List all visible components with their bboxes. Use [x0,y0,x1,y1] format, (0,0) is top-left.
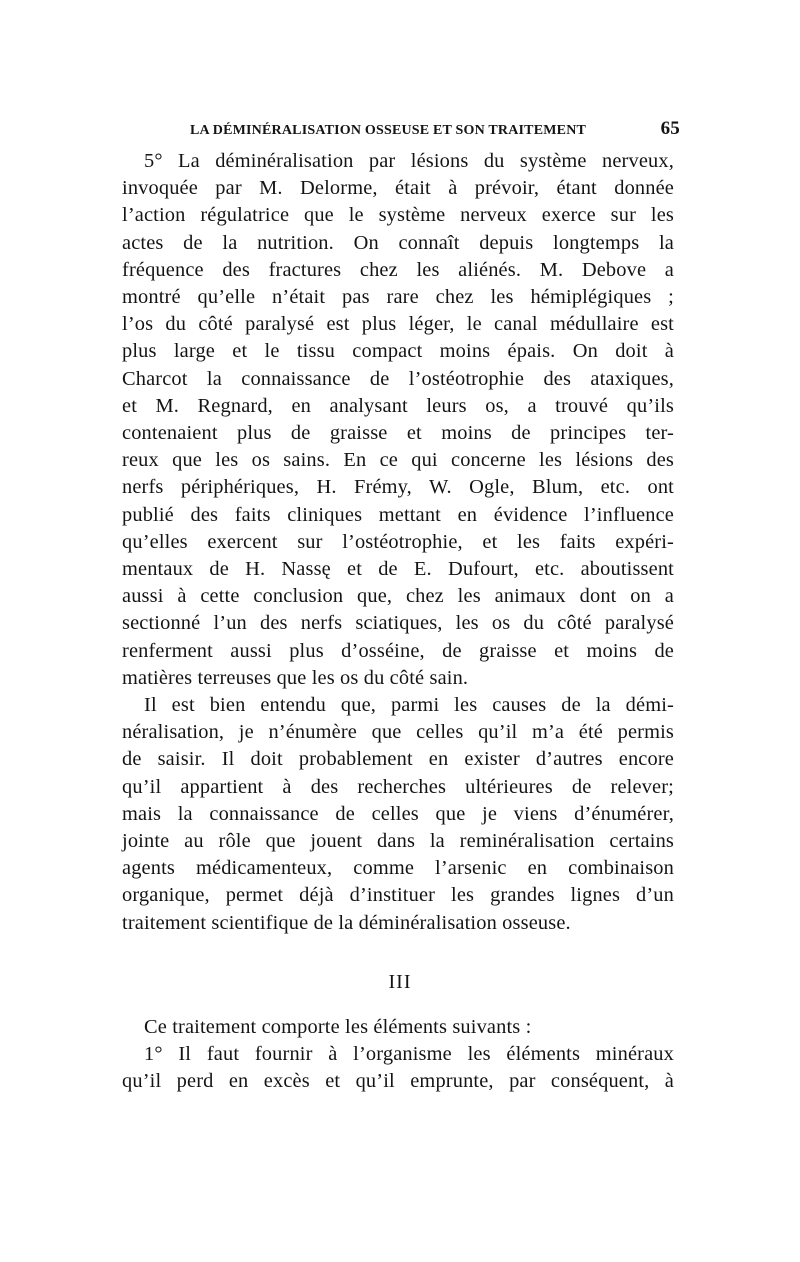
paragraph-causes [122,692,674,937]
text-line: qu’elles exercent sur l’ostéotrophie, et les faits expéri- [122,530,674,553]
running-title: LA DÉMINÉRALISATION OSSEUSE ET SON TRAITEMENT [190,123,587,138]
text-line: publié des faits cliniques mettant en évidence l’influence [122,503,674,526]
text-line: montré qu’elle n’était pas rare chez les hémiplégiques ; [122,286,674,309]
text-line: qu’il appartient à des recherches ultérieures de relever; [122,775,674,798]
text-line: plus large et le tissu compact moins épais. On doit à [122,340,674,363]
text-line: Ce traitement comporte les éléments suivants : [144,1016,532,1038]
text-line: organique, permet déjà d’instituer les grandes lignes d’un [122,884,674,907]
paragraph-treatment-point-1 [122,1041,674,1095]
text-line: jointe au rôle que jouent dans la reminéralisation certains [122,830,674,853]
text-line: sectionné l’un des nerfs sciatiques, les os du côté paralysé [122,612,674,635]
text-line: nerfs périphériques, H. Frémy, W. Ogle, Blum, etc. ont [122,476,674,499]
text-line: agents médicamenteux, comme l’arsenic en combinaison [122,857,674,880]
text-line: renferment aussi plus d’osséine, de graisse et moins de [122,639,674,662]
text-line: l’os du côté paralysé est plus léger, le canal médullaire est [122,313,674,336]
text-line: actes de la nutrition. On connaît depuis longtemps la [122,231,674,254]
text-line: matières terreuses que les os du côté sain. [122,666,469,689]
text-line: et M. Regnard, en analysant leurs os, a trouvé qu’ils [122,394,674,417]
text-line: traitement scientifique de la déminéralisation osseuse. [122,911,571,934]
text-line: 5° La déminéralisation par lésions du système nerveux, [144,150,674,172]
text-line: reux que les os sains. En ce qui concerne les lésions des [122,449,674,472]
body-text-upper [122,148,674,937]
text-line: Il est bien entendu que, parmi les causes de la démi- [144,694,674,717]
text-line: invoquée par M. Delorme, était à prévoir, étant donnée [122,177,674,200]
text-line: 1° Il faut fournir à l’organisme les éléments minéraux [144,1043,674,1066]
running-head [190,118,680,140]
text-line: fréquence des fractures chez les aliénés. M. Debove a [122,258,674,281]
text-line: mais la connaissance de celles que je viens d’énumérer, [122,802,674,825]
page-number: 65 [660,118,680,139]
text-line: l’action régulatrice que le système nerveux exerce sur les [122,204,674,227]
text-line: Charcot la connaissance de l’ostéotrophie des ataxiques, [122,367,674,390]
section-heading-numeral: III [388,971,412,993]
text-line: qu’il perd en excès et qu’il emprunte, par conséquent, à [122,1070,674,1093]
text-line: aussi à cette conclusion que, chez les animaux dont on a [122,585,674,608]
text-line: contenaient plus de graisse et moins de principes ter- [122,422,674,445]
paragraph-nerve-lesions [122,148,674,692]
text-line: néralisation, je n’énumère que celles qu’il m’a été permis [122,721,674,744]
body-text-lower [122,1014,674,1096]
text-line: mentaux de H. Nassę et de E. Dufourt, etc. aboutissent [122,558,674,581]
text-line: de saisir. Il doit probablement en exister d’autres encore [122,748,674,771]
paragraph-treatment-intro [122,1014,674,1041]
